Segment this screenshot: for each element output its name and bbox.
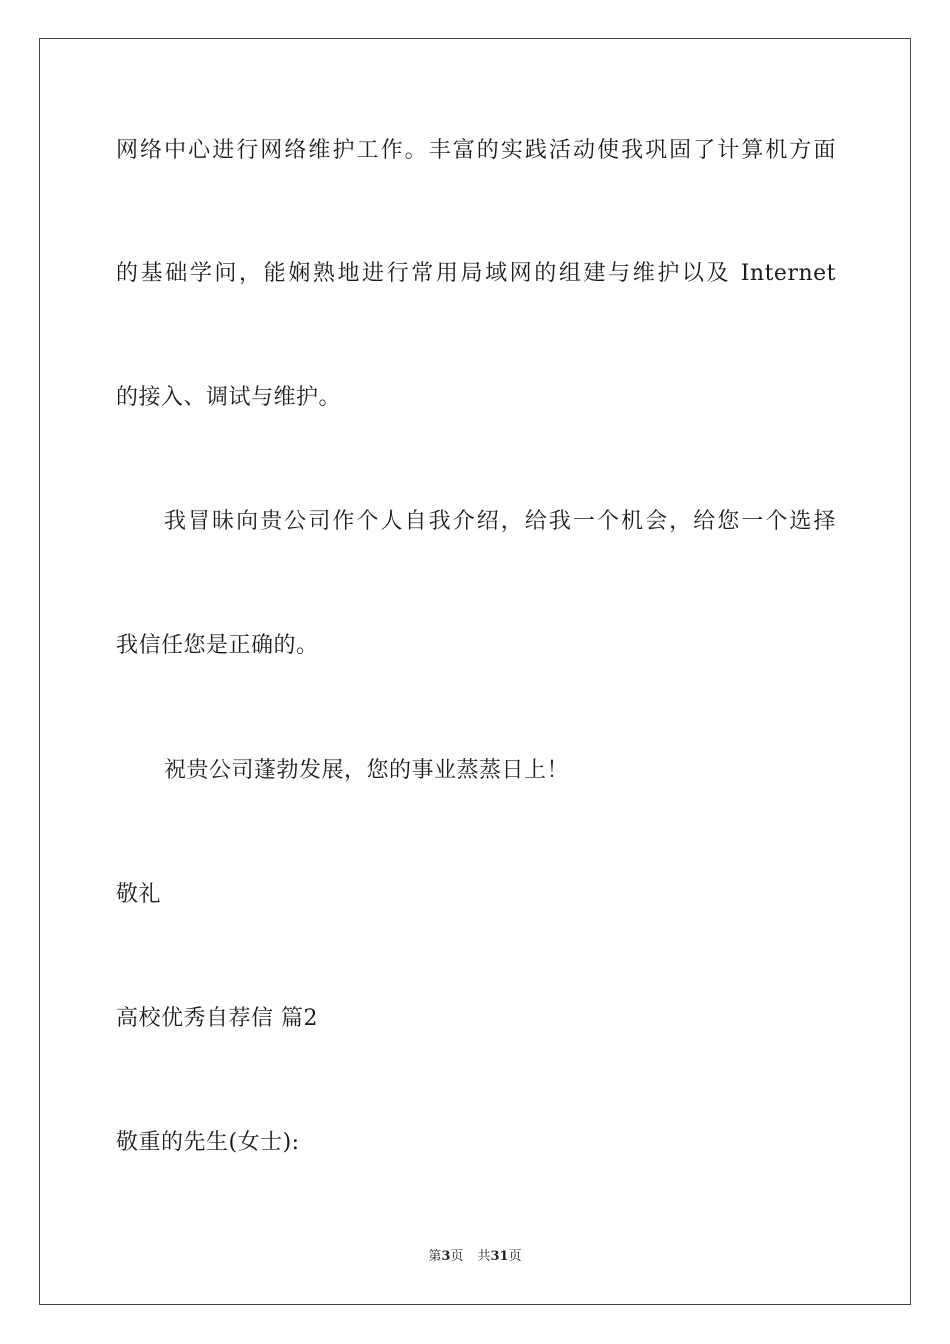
page-number: 3 xyxy=(441,1249,451,1264)
total-pages: 31 xyxy=(490,1249,509,1264)
total-prefix: 共 xyxy=(477,1249,491,1264)
section-heading: 高校优秀自荐信 篇2 xyxy=(116,1006,318,1031)
body-line-4: 我冒昧向贵公司作个人自我介绍，给我一个机会，给您一个选择 xyxy=(164,509,836,534)
page-suffix: 页 xyxy=(450,1249,464,1264)
body-line-6: 祝贵公司蓬勃发展，您的事业蒸蒸日上！ xyxy=(164,758,570,783)
body-line-1: 网络中心进行网络维护工作。丰富的实践活动使我巩固了计算机方面 xyxy=(116,138,836,163)
page-border xyxy=(39,38,911,1305)
body-line-3: 的接入、调试与维护。 xyxy=(116,385,342,410)
body-line-2: 的基础学问，能娴熟地进行常用局域网的组建与维护以及 Internet xyxy=(116,261,836,286)
page-footer xyxy=(0,1248,950,1266)
total-suffix: 页 xyxy=(508,1249,522,1264)
greeting-line: 敬重的先生(女士): xyxy=(116,1130,300,1155)
body-line-5: 我信任您是正确的。 xyxy=(116,633,319,658)
closing-salutation: 敬礼 xyxy=(116,882,162,907)
page-prefix: 第 xyxy=(428,1249,442,1264)
